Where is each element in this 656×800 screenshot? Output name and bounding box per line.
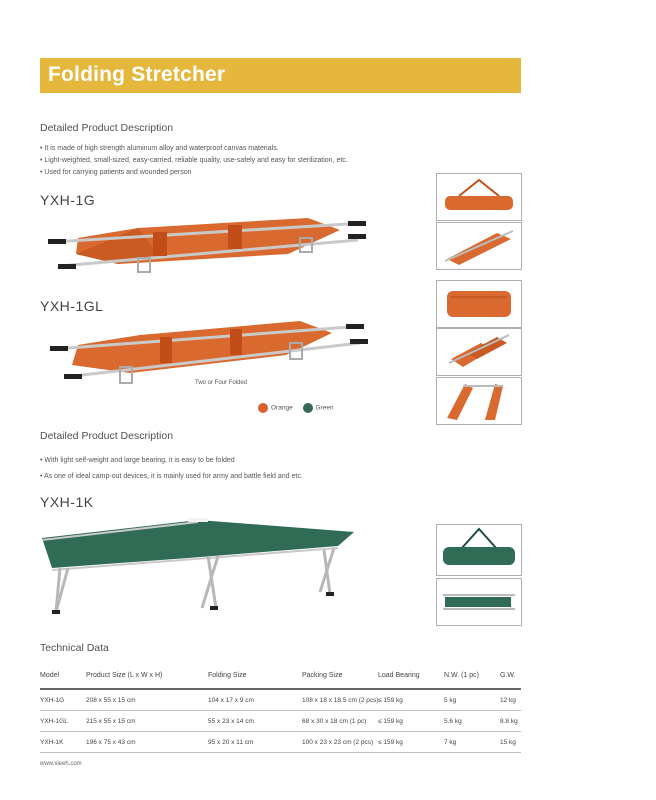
footer-url: www.xieeh.com <box>40 761 82 767</box>
section2-heading: Detailed Product Description <box>40 430 174 442</box>
table-cell: YXH-1K <box>40 739 64 746</box>
column-header: G.W. <box>500 672 516 679</box>
green-swatch <box>303 403 313 413</box>
model-yxh-1gl: YXH-1GL <box>40 298 104 314</box>
table-cell: ≤ 159 kg <box>378 697 403 704</box>
table-cell: YXH-1G <box>40 697 65 704</box>
table-cell: 104 x 17 x 9 cm <box>208 697 254 704</box>
table-cell: ≤ 159 kg <box>378 739 403 746</box>
table-row <box>40 690 521 711</box>
bullet-item: • Light-weighted, small-sized, easy-carried, reliable quality, use-safely and easy for sterilization, etc. <box>40 155 348 167</box>
thumb-standing-folded-orange <box>436 377 522 425</box>
thumb-folded-stretcher-orange <box>436 222 522 270</box>
table-cell: 5.6 kg <box>444 718 462 725</box>
table-cell: 100 x 23 x 23 cm (2 pcs) <box>302 739 374 746</box>
column-header: Model <box>40 672 60 679</box>
model-yxh-1k: YXH-1K <box>40 494 94 510</box>
thumb-carry-bag-orange <box>436 173 522 221</box>
table-cell: ≤ 159 kg <box>378 718 403 725</box>
bullet-item: • Used for carrying patients and wounded person <box>40 167 348 179</box>
bullet-item: • It is made of high strength aluminum alloy and waterproof canvas materials. <box>40 143 348 155</box>
table-cell: 15 kg <box>500 739 516 746</box>
thumb-case-orange <box>436 280 522 328</box>
table-cell: 68 x 30 x 18 cm (1 pc) <box>302 718 367 725</box>
bullet-item: • With light self-weight and large bearing, it is easy to be folded <box>40 453 303 469</box>
page-title: Folding Stretcher <box>48 63 226 86</box>
technical-table <box>40 666 521 753</box>
table-cell: 95 x 20 x 11 cm <box>208 739 254 746</box>
table-cell: 108 x 18 x 18.5 cm (2 pcs) <box>302 697 379 704</box>
orange-swatch <box>258 403 268 413</box>
table-cell: 215 x 55 x 15 cm <box>86 718 136 725</box>
table-row <box>40 711 521 732</box>
table-cell: 8.8 kg <box>500 718 518 725</box>
table-header-row <box>40 666 521 690</box>
column-header: Load Bearing <box>378 672 420 679</box>
model-yxh-1g: YXH-1G <box>40 192 96 208</box>
table-cell: 55 x 23 x 14 cm <box>208 718 254 725</box>
section1-bullets <box>40 143 348 179</box>
bullet-item: • As one of ideal camp-out devices, it is mainly used for army and battle field and etc. <box>40 469 303 485</box>
thumb-folded-cot-green <box>436 578 522 626</box>
section2-bullets <box>40 453 303 485</box>
technical-heading: Technical Data <box>40 642 109 654</box>
thumb-quad-folded-orange <box>436 328 522 376</box>
thumb-carry-bag-green <box>436 524 522 576</box>
table-row <box>40 732 521 753</box>
color-legend <box>258 403 342 413</box>
legend-orange: Orange <box>258 403 293 413</box>
table-cell: 7 kg <box>444 739 457 746</box>
table-cell: YXH-1GL <box>40 718 68 725</box>
column-header: Product Size (L x W x H) <box>86 672 163 679</box>
table-cell: 5 kg <box>444 697 457 704</box>
column-header: Packing Size <box>302 672 343 679</box>
table-cell: 12 kg <box>500 697 516 704</box>
stretcher-1gl-image <box>50 315 370 390</box>
stretcher-1g-image <box>48 210 368 280</box>
camp-cot-1k-image <box>38 512 358 622</box>
table-cell: 208 x 55 x 15 cm <box>86 697 136 704</box>
fold-caption: Two or Four Folded <box>195 380 248 386</box>
legend-green: Green <box>303 403 334 413</box>
column-header: N.W. (1 pc) <box>444 672 480 679</box>
section1-heading: Detailed Product Description <box>40 122 174 134</box>
title-banner <box>40 58 521 93</box>
table-cell: 196 x 75 x 43 cm <box>86 739 136 746</box>
column-header: Folding Size <box>208 672 247 679</box>
